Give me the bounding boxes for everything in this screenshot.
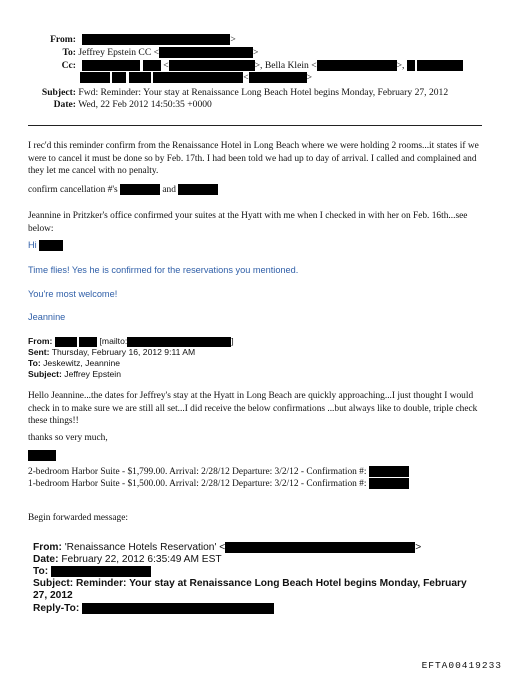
redaction-block [169, 60, 255, 71]
redaction-block [153, 72, 243, 83]
forwarded-message-label: Begin forwarded message: [28, 513, 128, 523]
msg2-thanks: thanks so very much, [28, 433, 108, 443]
cc-end: >, [396, 60, 405, 71]
header-date-line [28, 99, 212, 111]
lt-symbol: < [163, 60, 169, 71]
redaction-block [143, 60, 161, 71]
redaction-block [407, 60, 415, 71]
redaction-block [317, 60, 397, 71]
reservation-2-text: 1-bedroom Harbor Suite - $1,500.00. Arrival: 2/28/12 Departure: 3/2/12 - Confirmation #: [28, 479, 367, 489]
reservation-1-text: 2-bedroom Harbor Suite - $1,799.00. Arrival: 2/28/12 Departure: 3/2/12 - Confirmation #: [28, 467, 367, 477]
reply-line-1: Time flies! Yes he is confirmed for the reservations you mentioned. [28, 265, 299, 275]
redaction-block [369, 466, 409, 477]
body-paragraph-3: Jeannine in Pritzker's office confirmed your suites at the Hyatt with me when I checked in with her on Feb. 16th...see below: [28, 211, 468, 234]
to-value: Jeffrey Epstein CC < [78, 47, 160, 58]
redaction-block [369, 478, 409, 489]
to-label: To: [62, 47, 76, 58]
subject-value: Fwd: Reminder: Your stay at Renaissance Long Beach Hotel begins Monday, February 27, 2012 [78, 87, 449, 98]
date-label: Date: [53, 99, 76, 110]
fwd-replyto-label: Reply-To: [33, 603, 80, 615]
fwd-from-value: 'Renaissance Hotels Reservation' < [64, 542, 226, 554]
redaction-block [55, 337, 77, 347]
redaction-block [417, 60, 463, 71]
mailto-text: [mailto: [99, 336, 128, 346]
msg2-to-value: Jeskewitz, Jeannine [43, 358, 121, 368]
date-value: Wed, 22 Feb 2012 14:50:35 +0000 [78, 99, 212, 110]
redaction-block [225, 542, 415, 553]
header-subject-line [28, 87, 448, 99]
cancellation-text: confirm cancellation #'s [28, 185, 118, 195]
msg2-subject-value: Jeffrey Epstein [64, 369, 121, 379]
gt-symbol: > [253, 47, 259, 58]
msg2-sent-line [28, 347, 195, 358]
redaction-block [82, 34, 230, 45]
reply-line-2: You're most welcome! [28, 289, 118, 299]
lt-symbol: < [243, 72, 249, 83]
redaction-block [82, 603, 274, 614]
redaction-block [79, 337, 97, 347]
fwd-subject-value: Reminder: Your stay at Renaissance Long Beach Hotel begins Monday, February 27, 2012 [33, 578, 467, 602]
redaction-block [39, 240, 63, 251]
reply-signature: Jeannine [28, 312, 66, 322]
fwd-to-line [33, 566, 151, 579]
reply-greeting [28, 240, 63, 251]
redaction-block [178, 184, 218, 195]
fwd-date-label: Date: [33, 554, 59, 565]
header-to-line [28, 47, 258, 59]
reservation-row-1 [28, 466, 409, 479]
fwd-subject-line [33, 578, 481, 603]
msg2-from-label: From: [28, 336, 53, 346]
fwd-from-label: From: [33, 542, 62, 554]
msg2-body: Hello Jeannine...the dates for Jeffrey's stay at the Hyatt in Long Beach are quickly approaching...I just thought I would check in to make sure we are still all set...I did receive the below confirmations ...but always like to double, triple check these things!! [28, 391, 478, 426]
redaction-block [112, 72, 126, 83]
redaction-block [28, 450, 56, 461]
redaction-block [249, 72, 307, 83]
msg2-to-line [28, 358, 120, 369]
fwd-to-label: To: [33, 566, 49, 578]
redaction-block [80, 72, 110, 83]
msg2-sent-value: Thursday, February 16, 2012 9:11 AM [51, 347, 196, 357]
redaction-block [51, 566, 151, 577]
msg2-sent-label: Sent: [28, 347, 50, 357]
msg2-signature-redacted [28, 446, 56, 464]
redaction-block [129, 72, 151, 83]
msg2-subject-line [28, 369, 121, 380]
cc-text: >, Bella Klein < [254, 60, 317, 71]
body-cancellation-line [28, 184, 218, 197]
msg2-to-label: To: [28, 358, 41, 368]
gt-symbol: > [230, 34, 236, 45]
reservation-row-2 [28, 478, 409, 491]
cc-label: Cc: [61, 60, 76, 71]
redaction-block [120, 184, 160, 195]
fwd-subject-label: Subject: [33, 578, 74, 589]
fwd-replyto-line [33, 603, 274, 616]
fwd-from-line [33, 542, 421, 555]
from-label: From: [50, 34, 76, 45]
redaction-block [159, 47, 253, 58]
redaction-block [127, 336, 234, 347]
msg2-subject-label: Subject: [28, 369, 62, 379]
reply-hi: Hi [28, 240, 37, 250]
header-divider [28, 125, 482, 126]
redaction-block [82, 60, 140, 71]
gt-symbol: > [306, 72, 313, 83]
msg2-from-line [28, 336, 234, 347]
bates-number: EFTA00419233 [421, 660, 502, 671]
subject-label: Subject: [41, 87, 76, 98]
body-paragraph-1: I rec'd this reminder confirm from the Renaissance Hotel in Long Beach where we were holding 2 rooms...it states if we were to cancel it must be done so by Feb. 17th. I had been told we had up to day of arrival. I called and complained and they let me cancel with no penalty. [28, 141, 479, 176]
header-from-line [28, 34, 236, 46]
mailto-end: ] [231, 336, 234, 346]
and-text: and [162, 185, 176, 195]
fwd-date-line [33, 554, 222, 566]
gt-symbol: > [415, 542, 422, 554]
header-cc-line [28, 60, 463, 72]
header-cc-line-2 [80, 72, 312, 84]
fwd-date-value: February 22, 2012 6:35:49 AM EST [61, 554, 222, 565]
